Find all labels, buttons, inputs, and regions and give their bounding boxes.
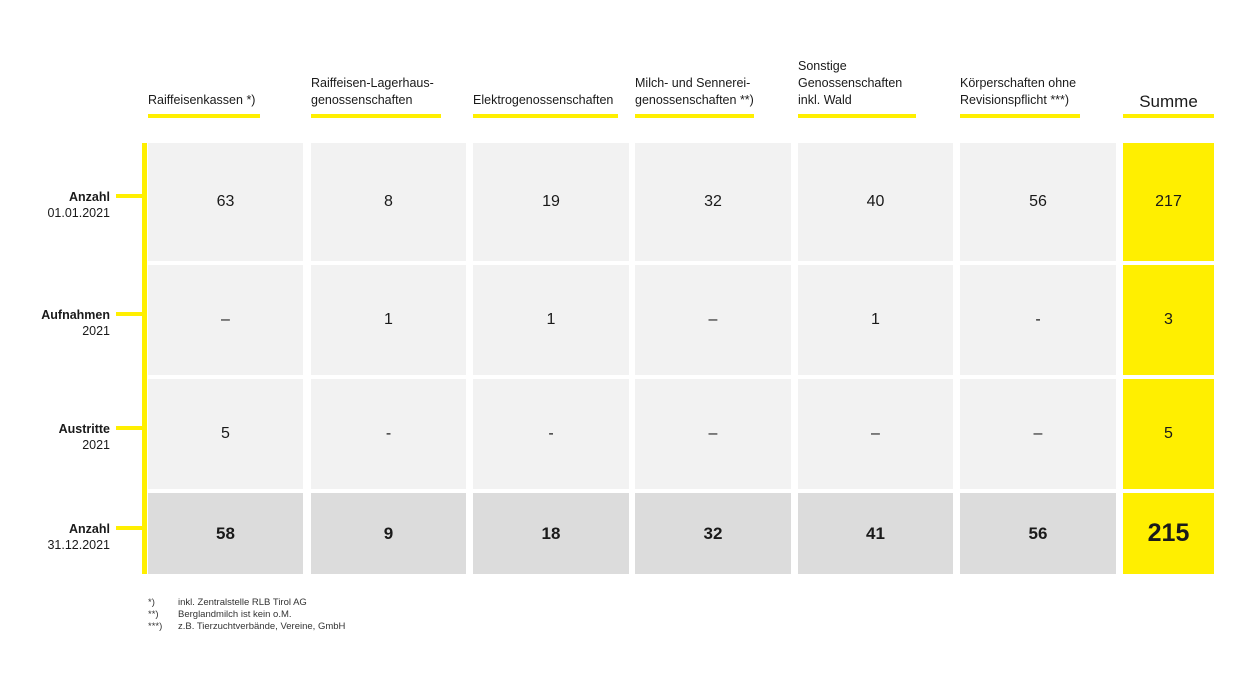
row-label xyxy=(47,189,110,221)
row-label-title: Aufnahmen xyxy=(41,308,110,322)
total-cell: 32 xyxy=(635,493,791,574)
total-cell: 18 xyxy=(473,493,629,574)
total-cell: 9 xyxy=(311,493,466,574)
sum-cell: 3 xyxy=(1123,265,1214,375)
row-tick xyxy=(116,426,144,430)
footnote-mark: *) xyxy=(148,597,155,608)
sum-cell: 5 xyxy=(1123,379,1214,489)
column-header-underline xyxy=(311,114,441,118)
column-header xyxy=(473,58,635,118)
table-cell: 40 xyxy=(798,143,953,261)
sum-cell: 217 xyxy=(1123,143,1214,261)
table-cell: – xyxy=(148,265,303,375)
footnote xyxy=(148,621,345,633)
sum-cell: 215 xyxy=(1123,493,1214,574)
column-header-underline xyxy=(1123,114,1214,118)
row-label-date: 2021 xyxy=(82,438,110,452)
row-label-date: 01.01.2021 xyxy=(47,206,110,220)
table-cell: 5 xyxy=(148,379,303,489)
column-header-label: Milch- und Sennerei- genossenschaften **) xyxy=(635,76,754,107)
row-label xyxy=(59,421,110,453)
table-cell: - xyxy=(473,379,629,489)
table-cell: 63 xyxy=(148,143,303,261)
footnote-text: z.B. Tierzuchtverbände, Vereine, GmbH xyxy=(178,621,346,632)
table-cell: 56 xyxy=(960,143,1116,261)
footnotes xyxy=(148,597,345,633)
column-header-underline xyxy=(798,114,916,118)
row-tick xyxy=(116,194,144,198)
table-cell: 19 xyxy=(473,143,629,261)
column-header-label: Körperschaften ohne Revisionspflicht ***) xyxy=(960,76,1077,107)
row-label xyxy=(41,307,110,339)
row-tick xyxy=(116,526,144,530)
footnote-mark: **) xyxy=(148,609,159,620)
row-label-date: 2021 xyxy=(82,324,110,338)
row-label-title: Anzahl xyxy=(69,190,110,204)
total-cell: 41 xyxy=(798,493,953,574)
row-label-title: Austritte xyxy=(58,422,110,436)
total-cell: 58 xyxy=(148,493,303,574)
table-cell: – xyxy=(635,379,791,489)
table-cell: – xyxy=(798,379,953,489)
table-cell: – xyxy=(635,265,791,375)
footnote xyxy=(148,609,345,621)
column-header-underline xyxy=(473,114,618,118)
table-cell: 1 xyxy=(311,265,466,375)
table-cell: 8 xyxy=(311,143,466,261)
column-header-label: Sonstige Genossenschaften inkl. Wald xyxy=(798,59,903,107)
row-label xyxy=(47,521,110,553)
column-header-label: Raiffeisen-Lagerhaus- genossenschaften xyxy=(311,76,434,107)
row-label-title: Anzahl xyxy=(69,521,110,536)
column-header-summe xyxy=(1123,58,1214,118)
total-cell: 56 xyxy=(960,493,1116,574)
table-cell: 1 xyxy=(798,265,953,375)
table-cell: 32 xyxy=(635,143,791,261)
footnote-text: Berglandmilch ist kein o.M. xyxy=(178,609,292,620)
column-header-underline xyxy=(635,114,754,118)
row-label-date: 31.12.2021 xyxy=(47,537,110,552)
column-header xyxy=(798,58,959,118)
table-cell: - xyxy=(960,265,1116,375)
footnote-mark: ***) xyxy=(148,621,163,632)
column-header xyxy=(148,58,309,118)
row-tick xyxy=(116,312,144,316)
column-header xyxy=(635,58,797,118)
footnote-text: inkl. Zentralstelle RLB Tirol AG xyxy=(178,597,307,608)
table-cell: 1 xyxy=(473,265,629,375)
column-header-label: Raiffeisenkassen *) xyxy=(148,93,256,107)
column-header-label: Summe xyxy=(1139,92,1198,111)
table-cell: - xyxy=(311,379,466,489)
column-header-label: Elektrogenossenschaften xyxy=(473,93,614,107)
column-header xyxy=(960,58,1122,118)
column-header-underline xyxy=(148,114,260,118)
row-axis-bar xyxy=(142,143,147,574)
column-header xyxy=(311,58,472,118)
column-header-underline xyxy=(960,114,1080,118)
table-cell: – xyxy=(960,379,1116,489)
footnote xyxy=(148,597,345,609)
